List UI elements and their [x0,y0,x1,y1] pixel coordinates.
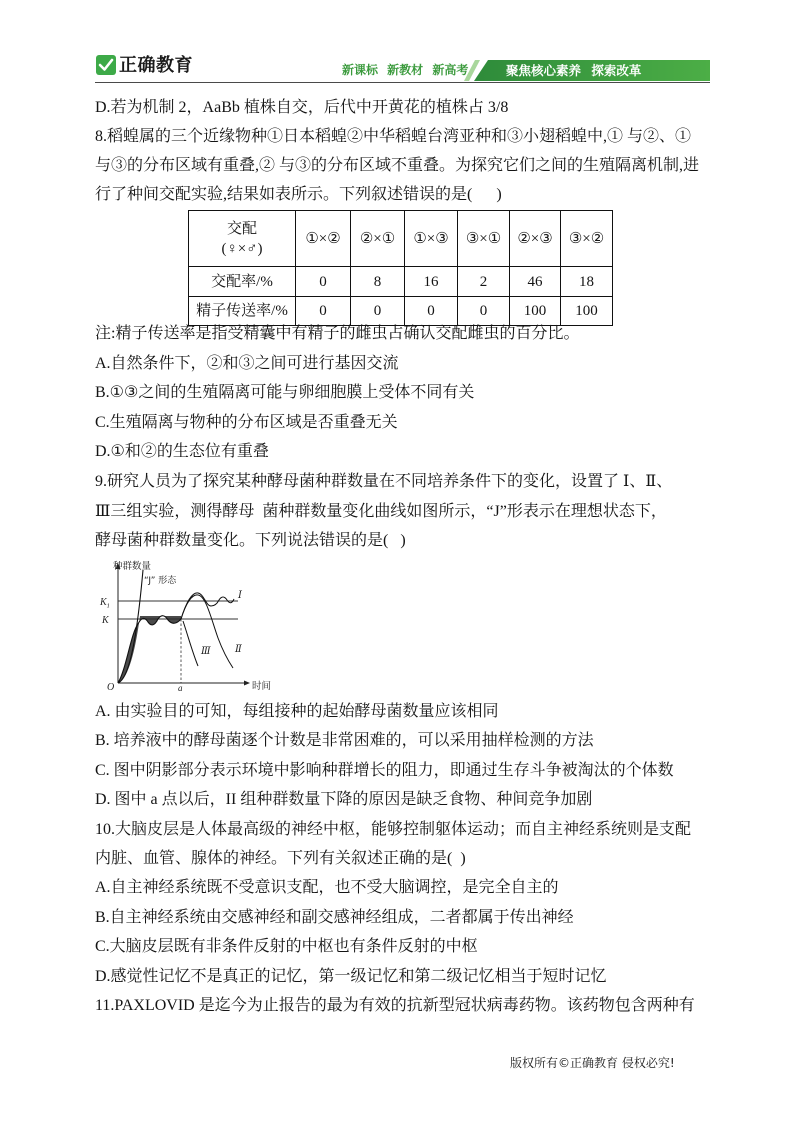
logo-text: 正确教育 [119,55,193,75]
column-header: ③×② [561,211,613,267]
table-corner-cell [189,211,296,267]
q10-stem-line: 10.大脑皮层是人体最高级的神经中枢，能够控制躯体运动；而自主神经系统则是支配 [95,820,692,838]
q9-option-a: A. 由实验目的可知，每组接种的起始酵母菌数量应该相同 [95,703,499,720]
logo-check-graphic [96,55,116,75]
population-curve-figure [98,558,280,693]
table-header-row [189,211,613,267]
q9-stem-line: 酵母菌种群数量变化。下列说法错误的是( ) [95,532,406,550]
q10-option-a: A.自主神经系统既不受意识支配，也不受大脑调控，是完全自主的 [95,879,559,897]
q8-option-a: A.自然条件下，②和③之间可进行基因交流 [95,354,399,372]
table-cell: 18 [561,267,613,297]
curve-1-label: Ⅰ [238,590,242,601]
a-point-label: a [178,683,183,693]
column-header: ①×② [296,211,351,267]
origin-label: O [107,682,115,693]
header-divider [95,82,710,83]
table-cell: 100 [510,297,561,326]
questions-9-to-11 [95,697,715,1020]
q9-option-c: C. 图中阴影部分表示环境中影响种群增长的阻力，即通过生存斗争被淘汰的个体数 [95,761,674,779]
q8-stem-line: 8.稻蝗属的三个近缘物种①日本稻蝗②中华稻蝗台湾亚种和③小翅稻蝗中,① 与②、① [95,128,692,145]
shaded-resistance-area [118,616,181,683]
curve-2 [181,595,233,668]
mating-table [188,210,613,326]
q11-stem-line: 11.PAXLOVID 是迄今为止报告的最为有效的抗新型冠状病毒药物。该药物包含两种有 [95,996,695,1014]
q9-stem-line: 9.研究人员为了探究某种酵母菌种群数量在不同培养条件下的变化，设置了 Ⅰ、Ⅱ、 [95,472,673,490]
q8-stem-line: 行了种间交配实验,结果如表所示。下列叙述错误的是( ) [95,186,502,203]
question-8-options [95,319,715,556]
header-slogan: 新课标 新教材 新高考 [342,63,469,77]
j-curve-label: “J” 形态 [144,576,177,586]
table-cell: 16 [405,267,458,297]
table-cell: 8 [351,267,405,297]
column-header: ③×① [458,211,510,267]
x-axis-label: 时间 [252,681,272,692]
table-row [189,267,613,297]
question-8-stem [95,93,715,209]
q10-option-d: D.感觉性记忆不是真正的记忆，第一级记忆和第二级记忆相当于短时记忆 [95,967,607,985]
k1-subscript: 1 [106,602,110,610]
k-label: K [102,615,109,626]
row-label: 精子传送率/% [189,297,296,326]
k1-letter: K [100,597,107,608]
table-cell: 0 [296,267,351,297]
corner-label: 交配 [226,220,257,237]
header-banner-text: 聚焦核心素养 探索改革 [506,63,642,78]
q8-option-d: D.①和②的生态位有重叠 [95,443,269,461]
column-header: ①×③ [405,211,458,267]
curve-3 [183,621,198,666]
s-curve [118,616,181,683]
table-cell: 0 [351,297,405,326]
q10-stem-line: 内脏、血管、腺体的神经。下列有关叙述正确的是( ) [95,849,466,867]
table-cell: 0 [296,297,351,326]
table-cell: 46 [510,267,561,297]
q9-option-b: B. 培养液中的酵母菌逐个计数是非常困难的，可以采用抽样检测的方法 [95,732,594,750]
copyright-footer: 版权所有©正确教育 侵权必究! [510,1056,675,1070]
table-cell: 100 [561,297,613,326]
q9-option-d: D. 图中 a 点以后，II 组种群数量下降的原因是缺乏食物、种间竞争加剧 [95,791,593,809]
column-header: ②×① [351,211,405,267]
q8-option-c: C.生殖隔离与物种的分布区域是否重叠无关 [95,413,398,431]
q10-option-b: B.自主神经系统由交感神经和副交感神经组成，二者都属于传出神经 [95,908,574,926]
curve-3-label: Ⅲ [201,646,211,657]
table-cell: 0 [405,297,458,326]
y-axis-label: 种群数量 [113,561,152,572]
j-curve [118,570,143,683]
curve-2-label: Ⅱ [235,644,242,655]
table-note: 注:精子传送率是指受精囊中有精子的雌虫占确认交配雌虫的百分比。 [95,325,580,342]
previous-option-d: D.若为机制 2，AaBb 植株自交，后代中开黄花的植株占 3/8 [95,99,509,116]
table-cell: 2 [458,267,510,297]
x-axis-arrow [244,681,250,686]
corner-sublabel: (♀×♂) [221,240,263,257]
q8-stem-line: 与③的分布区域有重叠,② 与③的分布区域不重叠。为探究它们之间的生殖隔离机制,进 [95,157,700,174]
q10-option-c: C.大脑皮层既有非条件反射的中枢也有条件反射的中枢 [95,938,478,956]
k1-label [99,597,110,610]
q9-stem-line: Ⅲ三组实验，测得酵母 菌种群数量变化曲线如图所示，“J”形表示在理想状态下， [95,502,667,520]
row-label: 交配率/% [189,267,296,297]
table-cell: 0 [458,297,510,326]
column-header: ②×③ [510,211,561,267]
logo-check-icon [96,55,116,75]
q8-option-b: B.①③之间的生殖隔离可能与卵细胞膜上受体不同有关 [95,384,475,402]
